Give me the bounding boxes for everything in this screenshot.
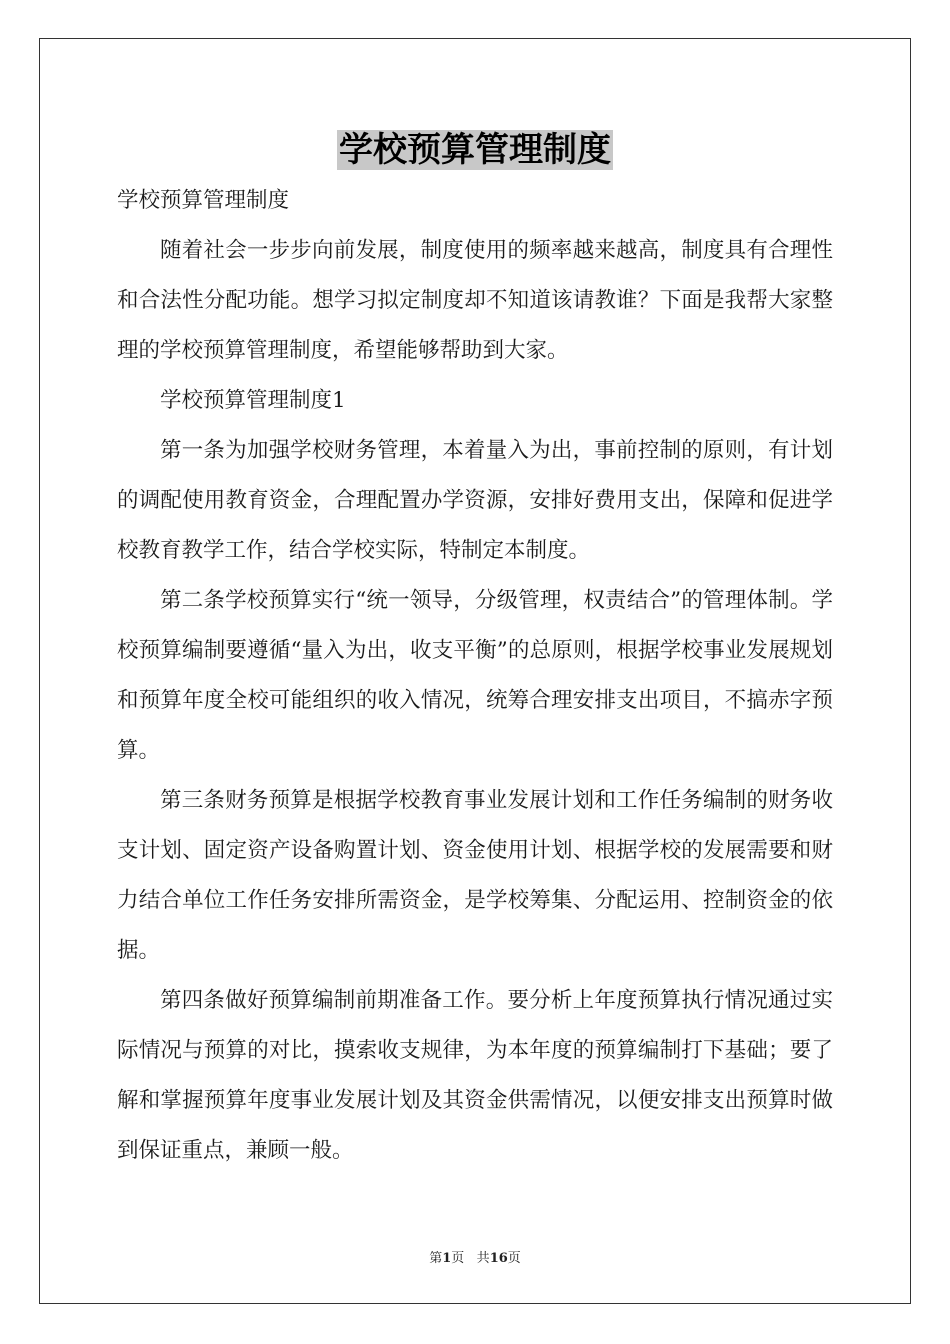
total-prefix: 共 [476,1251,490,1266]
page-suffix: 页 [451,1251,465,1266]
document-title [0,128,950,172]
article-1-paragraph: 第一条为加强学校财务管理，本着量入为出，事前控制的原则，有计划的调配使用教育资金，合理配置办学资源，安排好费用支出，保障和促进学校教育教学工作，结合学校实际，特制定本制度。 [117,438,833,563]
intro-paragraph: 随着社会一步步向前发展，制度使用的频率越来越高，制度具有合理性和合法性分配功能。想学习拟定制度却不知道该请教谁？下面是我帮大家整理的学校预算管理制度，希望能够帮助到大家。 [117,238,833,363]
article-3-paragraph: 第三条财务预算是根据学校教育事业发展计划和工作任务编制的财务收支计划、固定资产设备购置计划、资金使用计划、根据学校的发展需要和财力结合单位工作任务安排所需资金，是学校筹集、分配运用、控制资金的依据。 [117,788,833,963]
page-prefix: 第 [429,1251,443,1266]
page-footer [0,1247,950,1266]
document-body [117,176,833,1176]
total-suffix: 页 [507,1251,521,1266]
subtitle-paragraph: 学校预算管理制度 [117,188,290,213]
total-pages: 16 [489,1251,508,1266]
article-2-paragraph: 第二条学校预算实行“统一领导，分级管理，权责结合”的管理体制。学校预算编制要遵循“量入为出，收支平衡”的总原则，根据学校事业发展规划和预算年度全校可能组织的收入情况，统筹合理安排支出项目，不搞赤字预算。 [117,588,833,763]
section-heading: 学校预算管理制度1 [160,388,346,413]
page-number: 1 [442,1251,452,1266]
article-4-paragraph: 第四条做好预算编制前期准备工作。要分析上年度预算执行情况通过实际情况与预算的对比，摸索收支规律，为本年度的预算编制打下基础；要了解和掌握预算年度事业发展计划及其资金供需情况，以便安排支出预算时做到保证重点，兼顾一般。 [117,988,833,1163]
document-title-text: 学校预算管理制度 [339,130,611,170]
